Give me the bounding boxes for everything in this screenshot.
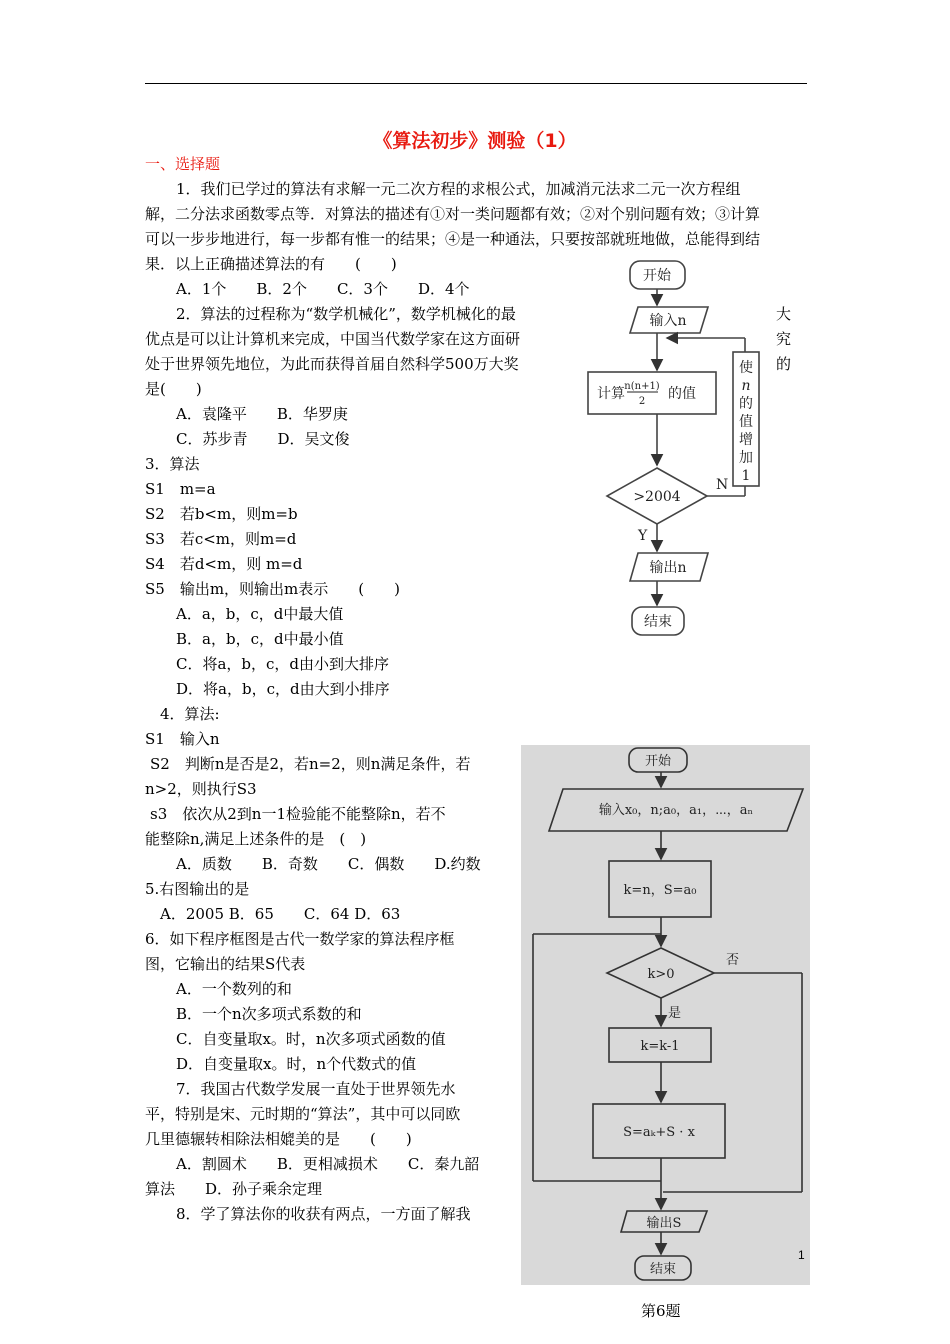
- text-line: C．苏步青 D．吴文俊: [176, 430, 350, 448]
- update-label: S=aₖ+S · x: [623, 1125, 695, 1140]
- text-line: B．a，b，c，d中最小值: [176, 630, 344, 648]
- end-label: 结束: [649, 1262, 677, 1277]
- side-char: 的: [776, 355, 792, 373]
- yes-label: 是: [668, 1006, 682, 1021]
- text-line: 5.右图输出的是: [145, 880, 250, 898]
- text-line: 2．算法的过程称为“数学机械化”，数学机械化的最: [176, 305, 516, 323]
- input-label: 输入n: [649, 313, 687, 329]
- flowchart-q5: [580, 255, 780, 645]
- text-line: 几里德辗转相除法相媲美的是 ( ): [145, 1130, 412, 1148]
- text-line: A．2005 B．65 C．64 D．63: [160, 905, 401, 923]
- text-line: A．割圆术 B．更相减损术 C．秦九韶: [176, 1155, 480, 1173]
- text-line: S1 输入n: [145, 730, 220, 748]
- text-line: C．将a，b，c，d由小到大排序: [176, 655, 390, 673]
- loop-char: 1: [741, 468, 751, 484]
- condition-label: k>0: [647, 967, 675, 982]
- text-line: A．袁隆平 B．华罗庚: [176, 405, 348, 423]
- side-char: 究: [776, 330, 792, 348]
- text-line: S1 m=a: [145, 480, 216, 498]
- text-line: D．将a，b，c，d由大到小排序: [176, 680, 390, 698]
- text-line: D．自变量取x。时，n个代数式的值: [176, 1055, 417, 1073]
- text-line: A．一个数列的和: [176, 980, 292, 998]
- page-number: 1: [798, 1248, 805, 1262]
- no-label: N: [716, 477, 729, 493]
- text-line: S2 若b<m，则m=b: [145, 505, 298, 523]
- loop-char: 值: [739, 414, 753, 430]
- condition-label: >2004: [633, 489, 681, 505]
- text-line: A．质数 B．奇数 C．偶数 D.约数: [176, 855, 481, 873]
- scan-background: [521, 745, 810, 1285]
- text-line: A．1个 B．2个 C．3个 D．4个: [176, 280, 470, 298]
- text-line: S2 判断n是否是2，若n=2，则n满足条件，若: [150, 755, 471, 773]
- loop-char: 增: [739, 432, 753, 448]
- output-label: 输出n: [649, 560, 687, 576]
- text-line: S3 若c<m，则m=d: [145, 530, 297, 548]
- text-line: 果．以上正确描述算法的有 ( ): [145, 255, 397, 273]
- loop-char: 的: [739, 396, 753, 412]
- text-line: 图，它输出的结果S代表: [145, 955, 306, 973]
- start-label: 开始: [643, 268, 671, 284]
- text-line: 8．学了算法你的收获有两点，一方面了解我: [176, 1205, 471, 1223]
- text-line: 算法 D．孙子乘余定理: [145, 1180, 323, 1198]
- compute-numerator: n(n+1): [624, 381, 660, 392]
- text-line: 3．算法: [145, 455, 200, 473]
- compute-suffix: 的值: [668, 386, 696, 402]
- loop-char: 加: [739, 450, 753, 466]
- text-line: 平，特别是宋、元时期的“算法”，其中可以同欧: [145, 1105, 461, 1123]
- figure-caption: 第6题: [641, 1302, 681, 1320]
- loop-char: n: [741, 378, 751, 394]
- compute-prefix: 计算: [597, 386, 625, 402]
- input-label: 输入x₀，n;a₀，a₁，⋯，aₙ: [598, 803, 754, 818]
- section-heading: 一、选择题: [145, 155, 221, 173]
- loop-char: 使: [739, 360, 753, 376]
- text-line: 4．算法:: [160, 705, 220, 723]
- text-line: A．a，b，c，d中最大值: [176, 605, 344, 623]
- header-rule: [145, 83, 807, 84]
- text-line: 可以一步步地进行，每一步都有惟一的结果；④是一种通法，只要按部就班地做，总能得到结: [145, 230, 761, 248]
- no-label: 否: [726, 953, 740, 968]
- start-label: 开始: [644, 754, 672, 769]
- side-char: 大: [776, 305, 792, 323]
- text-line: 优点是可以让计算机来完成，中国当代数学家在这方面研: [145, 330, 521, 348]
- text-line: 7．我国古代数学发展一直处于世界领先水: [176, 1080, 456, 1098]
- text-line: 6．如下程序框图是古代一数学家的算法程序框: [145, 930, 455, 948]
- text-line: 处于世界领先地位，为此而获得首届自然科学500万大奖: [145, 355, 519, 373]
- text-line: 1．我们已学过的算法有求解一元二次方程的求根公式，加减消元法求二元一次方程组: [176, 180, 741, 198]
- text-line: 能整除n,满足上述条件的是 ( ): [145, 830, 367, 848]
- text-line: B．一个n次多项式系数的和: [176, 1005, 362, 1023]
- text-line: S5 输出m，则输出m表示 ( ): [145, 580, 400, 598]
- text-line: s3 依次从2到n一1检验能不能整除n，若不: [150, 805, 446, 823]
- yes-label: Y: [638, 528, 648, 544]
- step-label: k=k-1: [640, 1039, 680, 1054]
- flowchart-q6: [521, 745, 810, 1285]
- text-line: n>2，则执行S3: [145, 780, 257, 798]
- page-title: 《算法初步》测验（1）: [373, 130, 577, 152]
- end-label: 结束: [644, 614, 672, 630]
- compute-denominator: 2: [638, 396, 646, 407]
- text-line: S4 若d<m，则 m=d: [145, 555, 303, 573]
- text-line: 是( ): [145, 380, 202, 398]
- output-label: 输出S: [646, 1216, 682, 1231]
- text-line: 解，二分法求函数零点等．对算法的描述有①对一类问题都有效；②对个别问题有效；③计算: [145, 205, 761, 223]
- text-line: C．自变量取x。时，n次多项式函数的值: [176, 1030, 446, 1048]
- init-label: k=n，S=a₀: [623, 883, 697, 898]
